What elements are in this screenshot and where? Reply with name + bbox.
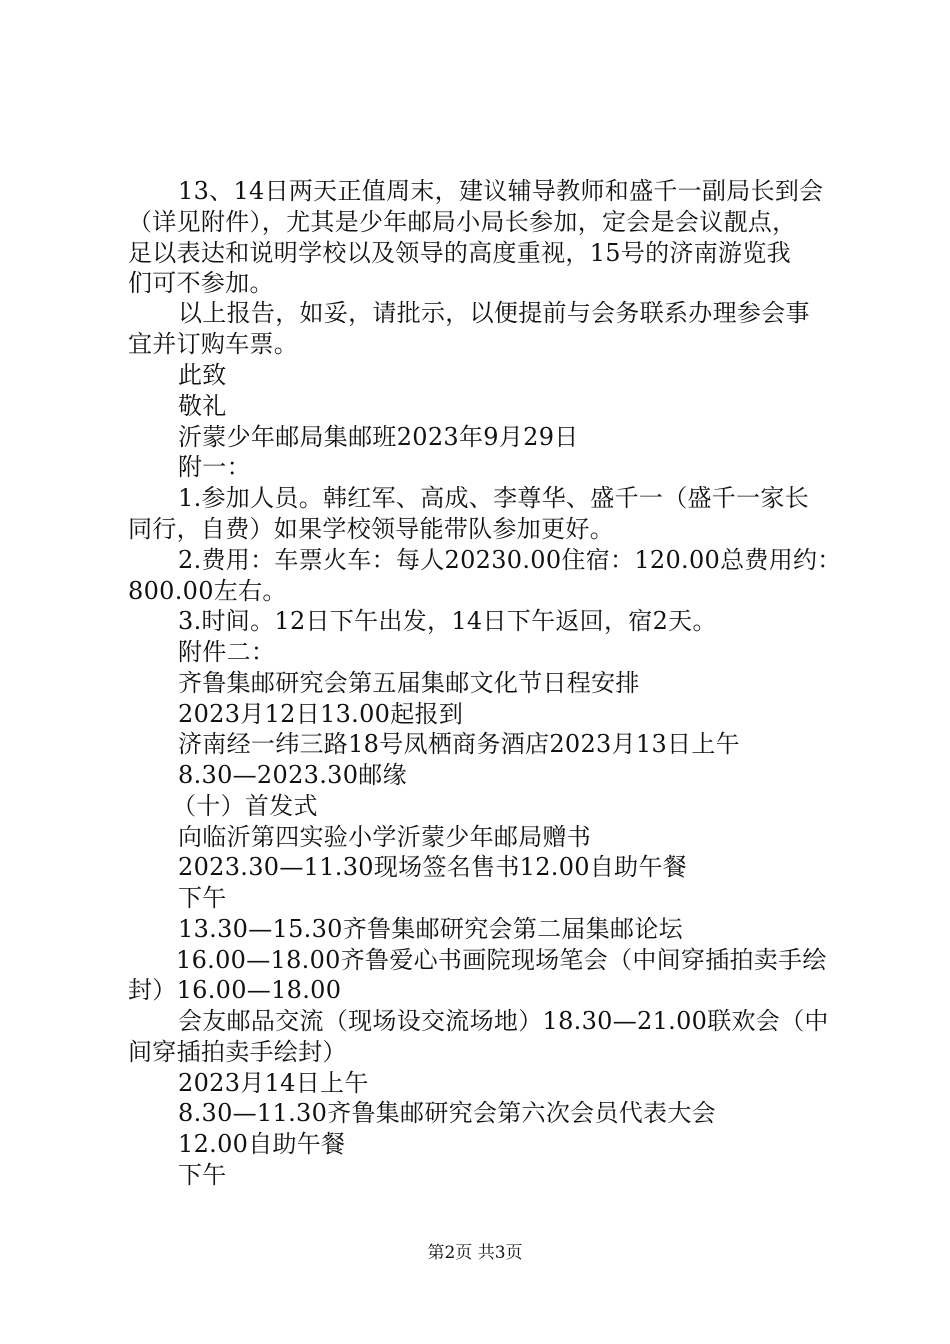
schedule-line: 2023月14日上午 [178, 1069, 369, 1097]
page-number-footer: 第2页 共3页 [427, 1243, 523, 1263]
paragraph-line: 800.00左右。 [128, 577, 287, 605]
schedule-line: 8.30—11.30齐鲁集邮研究会第六次会员代表大会 [178, 1099, 716, 1127]
paragraph-line: 以上报告，如妥，请批示，以便提前与会务联系办理参会事 [178, 299, 810, 327]
paragraph-line: 1.参加人员。韩红军、高成、李尊华、盛千一（盛千一家长 [178, 484, 809, 512]
schedule-title: 齐鲁集邮研究会第五届集邮文化节日程安排 [178, 669, 640, 697]
paragraph-line: 们可不参加。 [128, 269, 274, 297]
schedule-line: 12.00自助午餐 [178, 1130, 346, 1158]
schedule-line: 向临沂第四实验小学沂蒙少年邮局赠书 [178, 823, 592, 851]
schedule-line: 2023月12日13.00起报到 [178, 700, 464, 728]
paragraph-line: （详见附件），尤其是少年邮局小局长参加，定会是会议靓点， [128, 208, 797, 236]
salutation: 敬礼 [178, 392, 227, 420]
paragraph-line: 同行，自费）如果学校领导能带队参加更好。 [128, 515, 614, 543]
schedule-line: 间穿插拍卖手绘封） [128, 1038, 347, 1066]
schedule-line: 下午 [178, 1161, 227, 1189]
schedule-line: 2023.30—11.30现场签名售书12.00自助午餐 [178, 853, 688, 881]
schedule-line: 济南经一纬三路18号凤栖商务酒店2023月13日上午 [178, 730, 740, 758]
schedule-line: 下午 [178, 884, 227, 912]
paragraph-line: 2.费用：车票火车：每人20230.00住宿：120.00总费用约： [178, 546, 842, 574]
paragraph-line: 13、14日两天正值周末，建议辅导教师和盛千一副局长到会 [178, 177, 824, 205]
schedule-line: （十）首发式 [172, 792, 318, 820]
paragraph-line: 宜并订购车票。 [128, 330, 299, 358]
schedule-line: 13.30—15.30齐鲁集邮研究会第二届集邮论坛 [178, 915, 683, 943]
schedule-line: 16.00—18.00齐鲁爱心书画院现场笔会（中间穿插拍卖手绘 [176, 946, 827, 974]
signature-date: 沂蒙少年邮局集邮班2023年9月29日 [178, 423, 579, 451]
schedule-line: 会友邮品交流（现场设交流场地）18.30—21.00联欢会（中 [178, 1007, 829, 1035]
schedule-line: 封）16.00—18.00 [128, 976, 342, 1004]
schedule-line: 8.30—2023.30邮缘 [178, 761, 407, 789]
attachment-heading: 附一： [178, 453, 251, 481]
paragraph-line: 足以表达和说明学校以及领导的高度重视，15号的济南游览我 [128, 239, 791, 267]
paragraph-line: 3.时间。12日下午出发，14日下午返回，宿2天。 [178, 607, 717, 635]
salutation: 此致 [178, 361, 227, 389]
attachment-heading: 附件二： [178, 638, 276, 666]
